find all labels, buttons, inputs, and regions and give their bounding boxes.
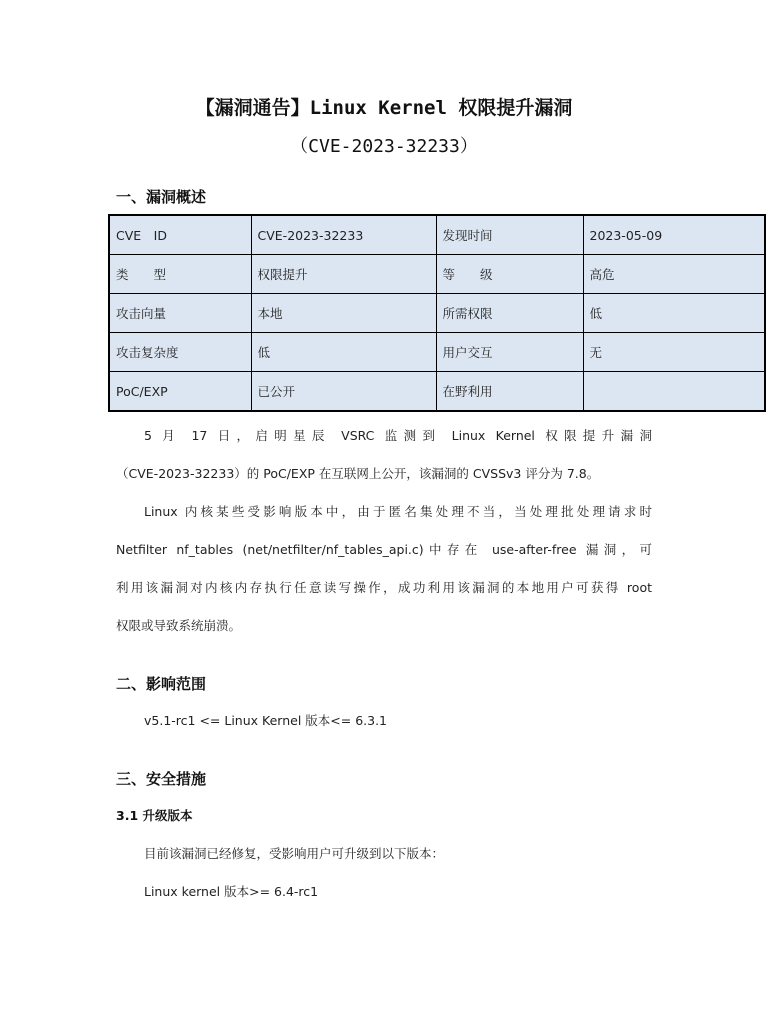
table-cell-label: CVE ID: [109, 215, 251, 255]
affected-version-range: v5.1-rc1 <= Linux Kernel 版本<= 6.3.1: [144, 713, 387, 728]
document-title: 【漏洞通告】Linux Kernel 权限提升漏洞: [195, 97, 573, 119]
table-cell-value: 2023-05-09: [583, 215, 765, 255]
table-row: [109, 215, 765, 255]
fixed-version-text: Linux kernel 版本>= 6.4-rc1: [144, 884, 319, 899]
paragraph-disclosure-line-1: 5 月 17 日，启明星辰 VSRC 监测到 Linux Kernel 权限提升漏洞: [144, 428, 652, 443]
table-cell-value: 高危: [583, 255, 765, 294]
upgrade-instruction-text: 目前该漏洞已经修复，受影响用户可升级到以下版本：: [144, 846, 445, 861]
section-heading-security-measures: 三、安全措施: [116, 770, 207, 788]
table-cell-label: PoC/EXP: [109, 372, 251, 412]
paragraph-disclosure-line-2: （CVE-2023-32233）的 PoC/EXP 在互联网上公开，该漏洞的 CVSSv3 评分为 7.8。: [116, 466, 600, 481]
document-subtitle-cve: （CVE-2023-32233）: [290, 136, 478, 157]
table-cell-value: [583, 372, 765, 412]
table-row: [109, 372, 765, 412]
section-heading-impact-scope: 二、影响范围: [116, 675, 207, 693]
table-cell-label: 在野利用: [436, 372, 583, 412]
paragraph-detail-line-3: 利用该漏洞对内核内存执行任意读写操作，成功利用该漏洞的本地用户可获得 root: [116, 580, 652, 595]
vulnerability-info-table: [108, 214, 766, 412]
table-cell-label: 类 型: [109, 255, 251, 294]
table-row: [109, 255, 765, 294]
table-cell-label: 发现时间: [436, 215, 583, 255]
paragraph-detail-line-2: Netfilter nf_tables (net/netfilter/nf_tables_api.c)中存在 use-after-free 漏洞，可: [116, 542, 652, 557]
table-cell-value: 已公开: [251, 372, 436, 412]
paragraph-detail-line-4: 权限或导致系统崩溃。: [116, 618, 242, 633]
table-cell-label: 所需权限: [436, 294, 583, 333]
section-heading-overview: 一、漏洞概述: [116, 188, 207, 206]
paragraph-detail-line-1: Linux 内核某些受影响版本中，由于匿名集处理不当，当处理批处理请求时: [144, 504, 652, 519]
subheading-upgrade-version: 3.1 升级版本: [116, 808, 193, 823]
table-cell-label: 攻击复杂度: [109, 333, 251, 372]
table-cell-label: 用户交互: [436, 333, 583, 372]
table-cell-value: 本地: [251, 294, 436, 333]
table-cell-value: 权限提升: [251, 255, 436, 294]
table-row: [109, 333, 765, 372]
table-cell-value: CVE-2023-32233: [251, 215, 436, 255]
table-cell-value: 低: [583, 294, 765, 333]
table-cell-label: 攻击向量: [109, 294, 251, 333]
table-cell-value: 无: [583, 333, 765, 372]
table-row: [109, 294, 765, 333]
table-cell-label: 等 级: [436, 255, 583, 294]
table-cell-value: 低: [251, 333, 436, 372]
